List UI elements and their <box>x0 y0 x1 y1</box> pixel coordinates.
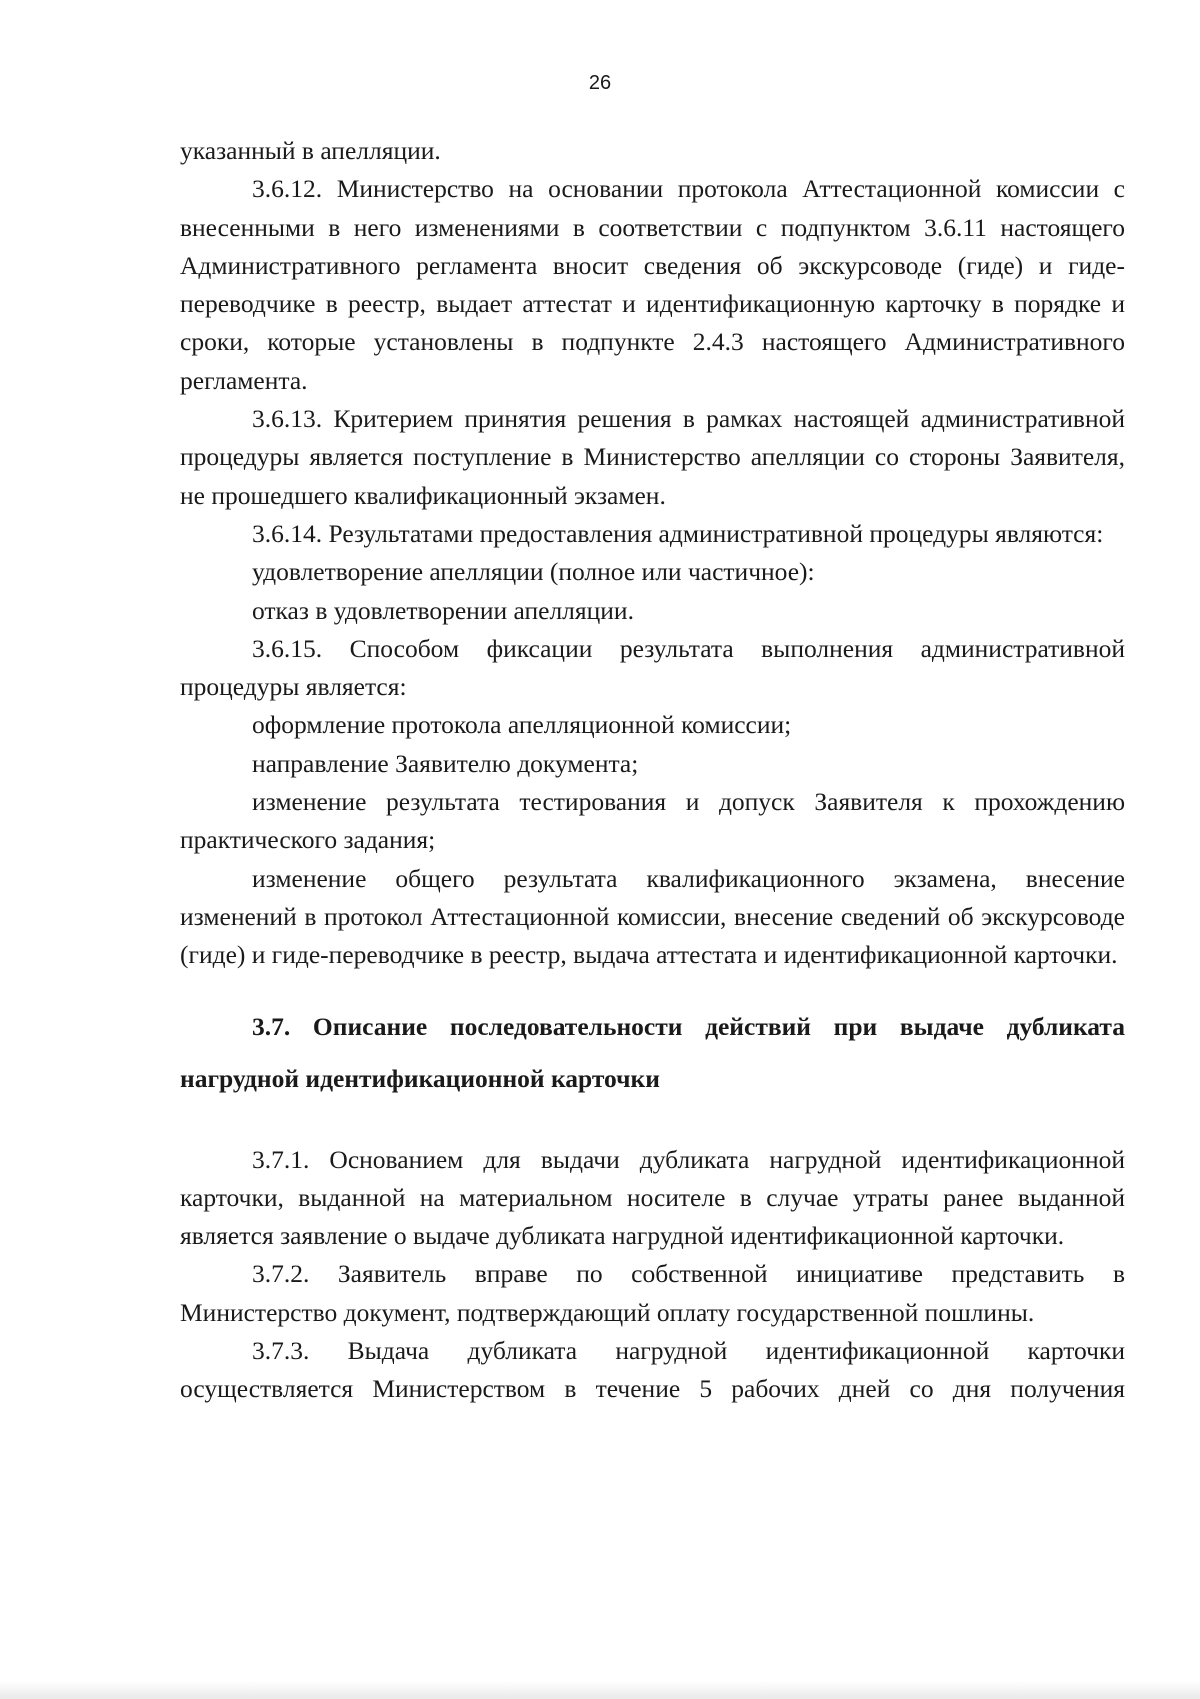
paragraph-3-6-12: 3.6.12. Министерство на основании протокола Аттестационной комиссии с внесенными в него изменениями в соответствии с подпунктом 3.6.11 настоящего Административного регламента вносит сведения об экскурсоводе (гиде) и гиде-переводчике в реестр, выдает аттестат и идентификационную карточку в порядке и сроки, которые установлены в подпункте 2.4.3 настоящего Административного регламента. <box>180 174 1125 395</box>
list-item-exam-result-change: изменение общего результата квалификационного экзамена, внесение изменений в протокол Аттестационной комиссии, внесение сведений об экскурсоводе (гиде) и гиде-переводчике в реестр, выдача аттестата и идентификационной карточки. <box>180 863 1125 970</box>
paragraph-3-7-3: 3.7.3. Выдача дубликата нагрудной идентификационной карточки осуществляется Министерством в течение 5 рабочих дней со дня получения <box>180 1336 1125 1404</box>
document-body <box>180 132 1125 1409</box>
list-item-protocol: оформление протокола апелляционной комиссии; <box>252 710 792 740</box>
page-number: 26 <box>588 72 612 94</box>
list-item-appeal-refused: отказ в удовлетворении апелляции. <box>252 595 634 625</box>
paragraph-3-6-15: 3.6.15. Способом фиксации результата выполнения административной процедуры является: <box>180 633 1125 702</box>
paragraph-3-6-14: 3.6.14. Результатами предоставления административной процедуры являются: <box>252 518 1104 548</box>
paragraph-3-6-13: 3.6.13. Критерием принятия решения в рамках настоящей административной процедуры является поступление в Министерство апелляции со стороны Заявителя, не прошедшего квалификационный экзамен. <box>180 404 1125 510</box>
paragraph-3-7-1: 3.7.1. Основанием для выдачи дубликата нагрудной идентификационной карточки, выданной на материальном носителе в случае утраты ранее выданной является заявление о выдаче дубликата нагрудной идентификационной карточки. <box>180 1144 1125 1251</box>
list-item-test-result-change: изменение результата тестирования и допуск Заявителя к прохождению практического задания; <box>180 787 1125 855</box>
list-item-appeal-satisfied: удовлетворение апелляции (полное или частичное): <box>252 557 815 587</box>
paragraph-3-7-2: 3.7.2. Заявитель вправе по собственной инициативе представить в Министерство документ, подтверждающий оплату государственной пошлины. <box>180 1259 1125 1327</box>
section-heading-3-7: 3.7. Описание последовательности действий при выдаче дубликата нагрудной идентификационной карточки <box>180 1011 1125 1093</box>
paragraph-continuation: указанный в апелляции. <box>180 136 441 165</box>
scan-bottom-edge <box>0 1681 1200 1699</box>
list-item-document-sent: направление Заявителю документа; <box>252 748 639 778</box>
